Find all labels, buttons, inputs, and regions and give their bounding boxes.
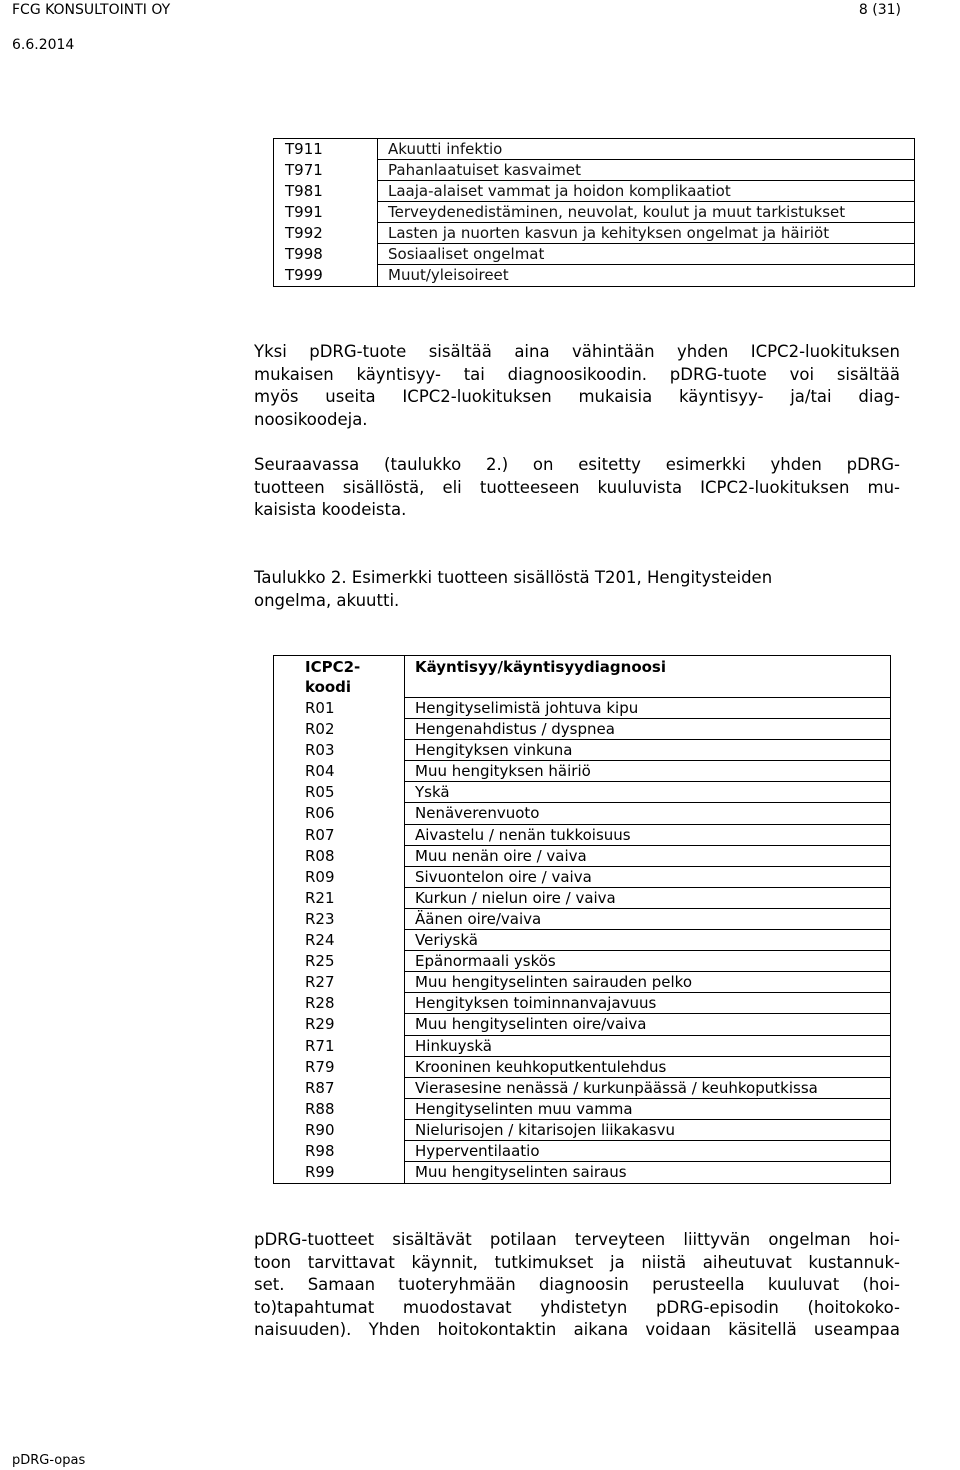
header-date: 6.6.2014 — [12, 37, 75, 53]
description-cell: Yskä — [405, 782, 890, 803]
description-cell: Muu hengityselinten sairauden pelko — [405, 972, 890, 993]
description-cell: Hengenahdistus / dyspnea — [405, 719, 890, 740]
table-header-row — [274, 656, 890, 698]
table-row — [274, 1014, 890, 1035]
description-cell: Muu hengityselinten sairaus — [415, 1163, 627, 1182]
text-line: kaisista koodeista. — [254, 500, 407, 519]
code-cell: R06 — [274, 803, 405, 824]
code-cell: R21 — [274, 888, 405, 909]
table-row — [274, 846, 890, 867]
code-cell: R04 — [274, 761, 405, 782]
table-row — [274, 930, 890, 951]
description-cell: Äänen oire/vaiva — [405, 909, 890, 930]
header-code-cell — [274, 656, 405, 698]
description-cell: Muu hengityksen häiriö — [405, 761, 890, 782]
table-row — [274, 782, 890, 803]
code-cell: R24 — [274, 930, 405, 951]
code-cell: R90 — [274, 1120, 405, 1141]
code-cell: T992 — [274, 223, 378, 244]
text-line: set. Samaan tuoteryhmään diagnoosin perusteella kuuluvat (hoi- — [254, 1275, 900, 1294]
description-cell: Hengityselinten muu vamma — [405, 1099, 890, 1120]
description-cell: Muu hengityselinten oire/vaiva — [405, 1014, 890, 1035]
code-cell: R27 — [274, 972, 405, 993]
table-row — [274, 719, 890, 740]
description-cell: Epänormaali yskös — [405, 951, 890, 972]
icpc2-code-table — [273, 655, 891, 1184]
table-row — [274, 761, 890, 782]
table-row — [274, 1099, 890, 1120]
table-row — [274, 803, 890, 824]
text-line: to)tapahtumat muodostavat yhdistetyn pDRG-episodin (hoitokoko- — [254, 1297, 900, 1317]
description-cell: Vierasesine nenässä / kurkunpäässä / keuhkoputkissa — [405, 1078, 890, 1099]
description-cell: Muut/yleisoireet — [388, 266, 509, 284]
table-row — [274, 1141, 890, 1162]
table-row — [274, 1120, 890, 1141]
description-cell: Kurkun / nielun oire / vaiva — [405, 888, 890, 909]
description-cell: Hyperventilaatio — [405, 1141, 890, 1162]
code-cell: R28 — [274, 993, 405, 1014]
text-line: pDRG-tuotteet sisältävät potilaan terveyteen liittyvän ongelman hoi- — [254, 1230, 900, 1249]
table-row — [274, 139, 914, 160]
code-cell: T981 — [274, 181, 378, 202]
code-cell: R88 — [274, 1099, 405, 1120]
description-cell: Laaja-alaiset vammat ja hoidon komplikaatiot — [378, 181, 914, 202]
description-cell: Veriyskä — [405, 930, 890, 951]
code-cell: R03 — [274, 740, 405, 761]
table-row — [274, 160, 914, 181]
code-cell: T999 — [274, 265, 378, 286]
footer-label: pDRG-opas — [12, 1453, 86, 1468]
text-line: toon tarvittavat käynnit, tutkimukset ja niistä aiheutuvat kustannuk- — [254, 1252, 900, 1272]
paragraph-example-intro — [254, 454, 900, 522]
paragraph-product-contents — [254, 341, 900, 431]
table-row — [274, 1057, 890, 1078]
code-cell: R23 — [274, 909, 405, 930]
description-cell: Aivastelu / nenän tukkoisuus — [405, 825, 890, 846]
table-row — [274, 888, 890, 909]
text-line: mukaisen käyntisyy- tai diagnoosikoodin. pDRG-tuote voi sisältää — [254, 364, 900, 384]
table-row — [274, 1036, 890, 1057]
description-cell: Terveydenedistäminen, neuvolat, koulut ja muut tarkistukset — [378, 202, 914, 223]
table-row — [274, 825, 890, 846]
table-row — [274, 972, 890, 993]
table-row — [274, 265, 914, 286]
code-cell: R08 — [274, 846, 405, 867]
code-cell: R29 — [274, 1014, 405, 1035]
description-cell: Hengityksen toiminnanvajavuus — [405, 993, 890, 1014]
code-cell: R01 — [274, 698, 405, 719]
description-cell: Akuutti infektio — [378, 139, 914, 160]
table-row — [274, 698, 890, 719]
code-cell: R02 — [274, 719, 405, 740]
description-cell: Hengityksen vinkuna — [405, 740, 890, 761]
table-row — [274, 202, 914, 223]
description-cell: Sosiaaliset ongelmat — [378, 244, 914, 265]
code-cell: R25 — [274, 951, 405, 972]
code-cell: R09 — [274, 867, 405, 888]
text-line: Taulukko 2. Esimerkki tuotteen sisällöstä T201, Hengitysteiden — [254, 568, 773, 587]
text-line: naisuuden). Yhden hoitokontaktin aikana voidaan käsitellä useampaa — [254, 1320, 900, 1339]
code-cell: T998 — [274, 244, 378, 265]
code-cell: R98 — [274, 1141, 405, 1162]
table-row — [274, 1078, 890, 1099]
text-line: Yksi pDRG-tuote sisältää aina vähintään yhden ICPC2-luokituksen — [254, 342, 900, 361]
code-cell: R05 — [274, 782, 405, 803]
table-row — [274, 223, 914, 244]
code-cell: T971 — [274, 160, 378, 181]
text-line: ongelma, akuutti. — [254, 590, 400, 610]
header-code-line2: koodi — [305, 678, 352, 696]
description-cell: Nenäverenvuoto — [405, 803, 890, 824]
text-line: Seuraavassa (taulukko 2.) on esitetty esimerkki yhden pDRG- — [254, 455, 900, 474]
description-cell: Pahanlaatuiset kasvaimet — [378, 160, 914, 181]
code-cell: R87 — [274, 1078, 405, 1099]
code-cell: R07 — [274, 825, 405, 846]
description-cell: Hinkuyskä — [405, 1036, 890, 1057]
description-cell: Hengityselimistä johtuva kipu — [405, 698, 890, 719]
header-company: FCG KONSULTOINTI OY — [12, 2, 171, 18]
description-cell: Krooninen keuhkoputkentulehdus — [405, 1057, 890, 1078]
table-row — [274, 951, 890, 972]
table-row — [274, 740, 890, 761]
paragraph-episodes — [254, 1229, 900, 1342]
text-line: noosikoodeja. — [254, 409, 368, 429]
description-cell: Muu nenän oire / vaiva — [405, 846, 890, 867]
table-row — [274, 909, 890, 930]
table-row — [274, 244, 914, 265]
table-row — [274, 993, 890, 1014]
table-row — [274, 867, 890, 888]
code-cell: T911 — [274, 139, 378, 160]
header-code-line1: ICPC2- — [305, 658, 361, 676]
table-row — [274, 181, 914, 202]
header-page-number: 8 (31) — [858, 2, 901, 18]
table-caption — [254, 567, 900, 612]
table-row — [274, 1162, 890, 1183]
text-line: tuotteen sisällöstä, eli tuotteeseen kuuluvista ICPC2-luokituksen mu- — [254, 477, 900, 497]
product-category-table — [273, 138, 915, 287]
code-cell: R99 — [274, 1162, 405, 1183]
description-cell: Sivuontelon oire / vaiva — [405, 867, 890, 888]
code-cell: R79 — [274, 1057, 405, 1078]
description-cell: Nielurisojen / kitarisojen liikakasvu — [405, 1120, 890, 1141]
description-cell: Lasten ja nuorten kasvun ja kehityksen ongelmat ja häiriöt — [378, 223, 914, 244]
code-cell: T991 — [274, 202, 378, 223]
code-cell: R71 — [274, 1036, 405, 1057]
header-desc-cell: Käyntisyy/käyntisyydiagnoosi — [405, 656, 890, 698]
text-line: myös useita ICPC2-luokituksen mukaisia käyntisyy- ja/tai diag- — [254, 387, 900, 406]
